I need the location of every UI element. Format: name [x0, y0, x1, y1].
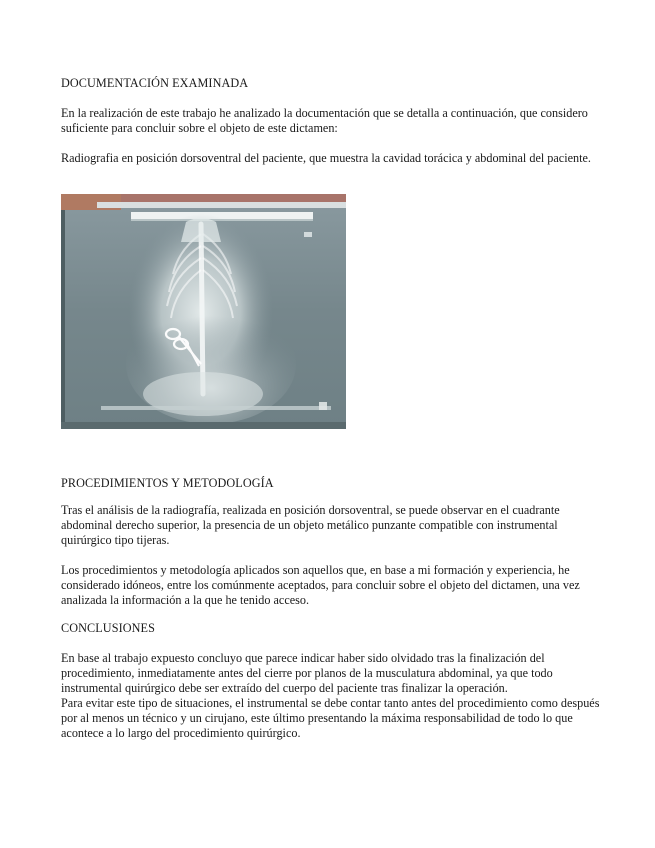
paragraph-radiografia-description: Radiografia en posición dorsoventral del paciente, que muestra la cavidad torácica y abdominal del paciente. [61, 151, 591, 165]
paragraph-conclusiones-2: Para evitar este tipo de situaciones, el instrumental se debe contar tanto antes del procedimiento como después por al menos un técnico y un cirujano, este último presentando la máxima responsabilidad de todo lo que acontece a lo largo del procedimiento quirúrgico. [61, 696, 600, 740]
paragraph-conclusiones-1: En base al trabajo expuesto concluyo que parece indicar haber sido olvidado tras la finalización del procedimiento, inmediatamente antes del cierre por planos de la musculatura abdominal, ya que todo instrumental quirúrgico debe ser extraído del cuerpo del paciente tras finalizar la operación. [61, 651, 553, 695]
paragraph-procedimientos-analisis: Tras el análisis de la radiografía, realizada en posición dorsoventral, se puede observar en el cuadrante abdominal derecho superior, la presencia de un objeto metálico punzante compatible con instrumental quirúrgico tipo tijeras. [61, 503, 560, 547]
section-heading-procedimientos: PROCEDIMIENTOS Y METODOLOGÍA [61, 476, 274, 490]
section-heading-conclusiones: CONCLUSIONES [61, 621, 155, 635]
paragraph-procedimientos-metodologia: Los procedimientos y metodología aplicados son aquellos que, en base a mi formación y experiencia, he considerado idóneos, entre los comúnmente aceptados, para concluir sobre el objeto del dictamen, una vez analizada la información a la que he tenido acceso. [61, 563, 580, 607]
radiograph-image [61, 194, 346, 429]
section-heading-documentacion: DOCUMENTACIÓN EXAMINADA [61, 76, 249, 90]
paragraph-documentacion-intro: En la realización de este trabajo he analizado la documentación que se detalla a continuación, que considero suficiente para concluir sobre el objeto de este dictamen: [61, 106, 588, 135]
